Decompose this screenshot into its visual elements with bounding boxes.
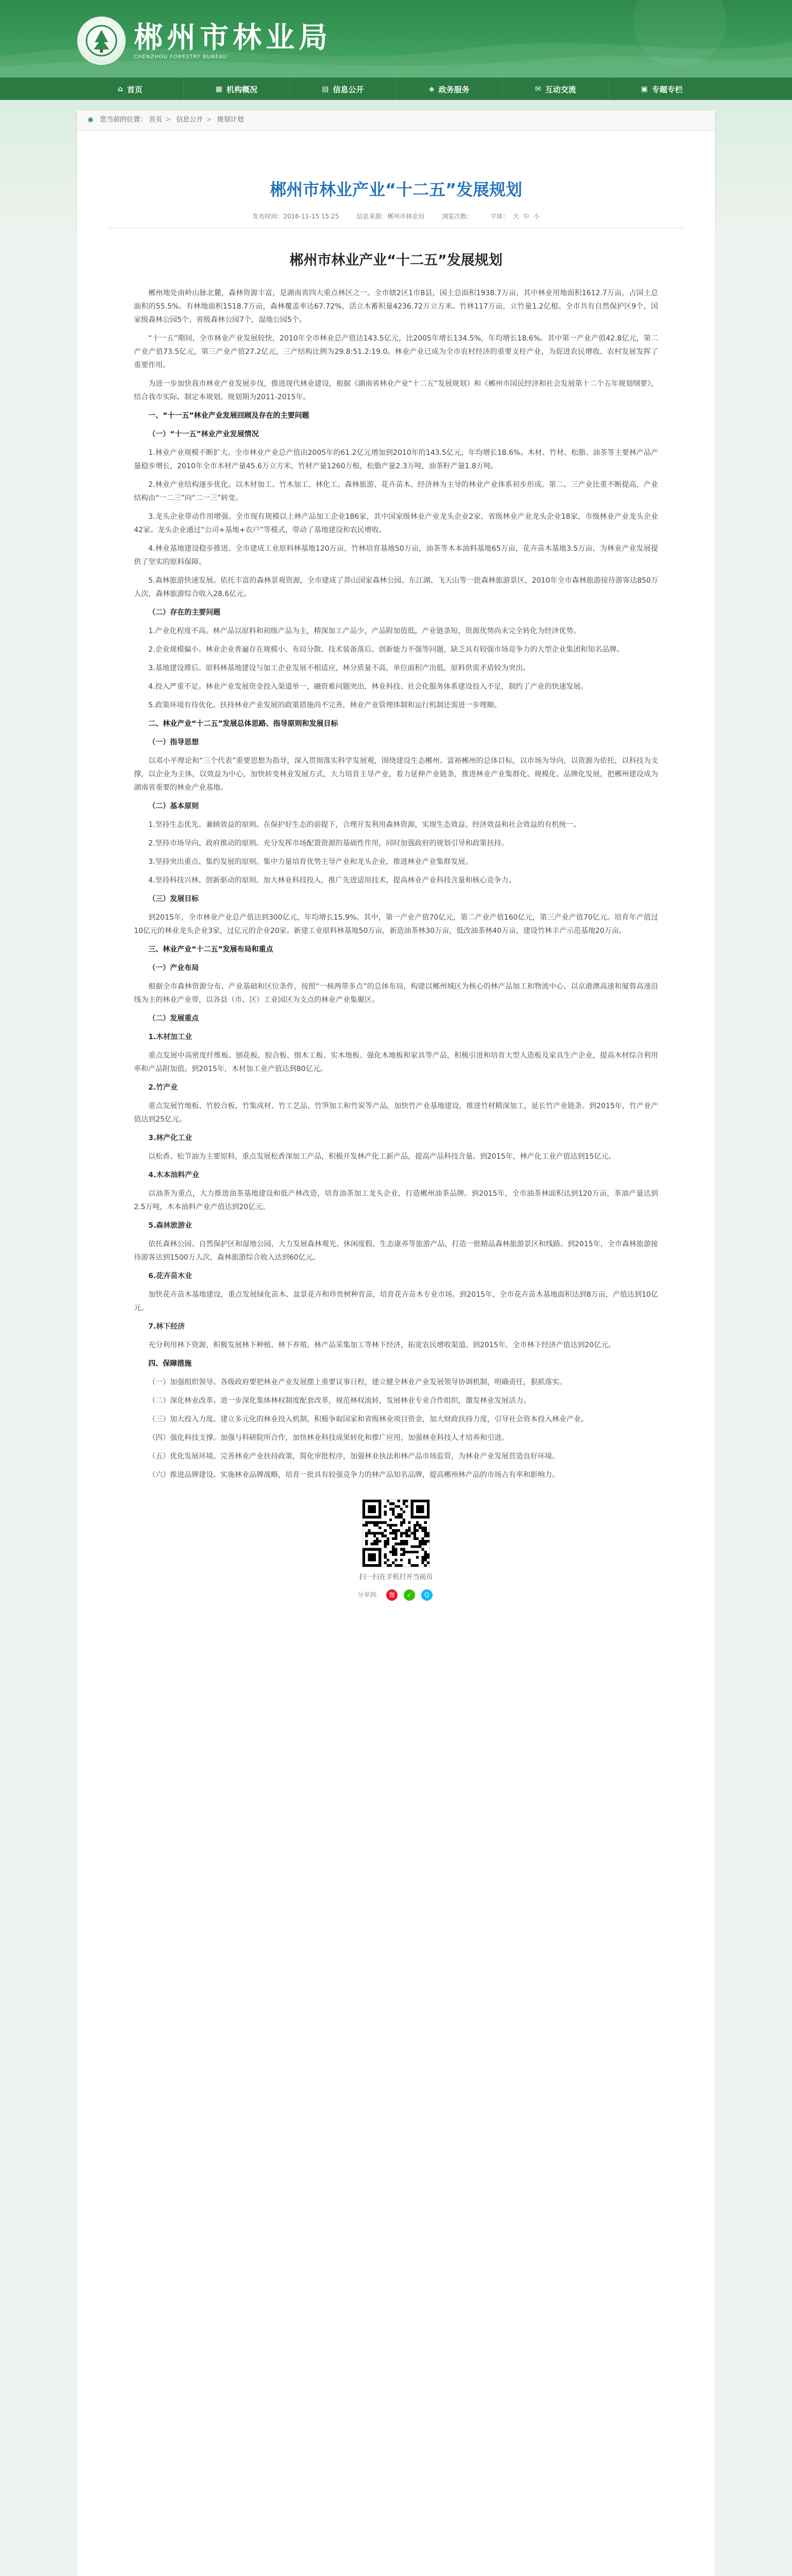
section-heading: 四、保障措施 [148,1360,192,1368]
article-title: 郴州市林业产业“十二五”发展规划 [289,252,503,268]
article-meta [108,212,684,228]
location-icon: ◉ [88,116,94,124]
section-heading: 1.木材加工业 [148,1033,193,1041]
nav-label: 专题专栏 [651,84,683,94]
nav-label: 互动交流 [545,84,576,94]
paragraph: 重点发展竹地板、竹胶合板、竹集成材、竹工艺品、竹笋加工和竹炭等产品，加快竹产业基地建设，推进竹材精深加工，延长竹产业链条。到2015年，竹产业产值达到25亿元。 [134,1102,658,1124]
site-header [0,0,792,77]
paragraph: 郴州地处南岭山脉北麓，森林资源丰富，是湖南省四大重点林区之一。全市辖2区1市8县，国土总面积1938.7万亩，其中林业用地面积1612.7万亩，占国土总面积的55.5%。有林地面积1518.7万亩，森林覆盖率达67.72%，活立木蓄积量4236.72万立方米。竹林117万亩，立竹量1.2亿根。全市共有自然保护区9个，国家级森林公园5个、省级森林公园7个，湿地公园5个。 [134,289,658,324]
nav-item-3[interactable] [397,78,503,100]
breadcrumb-prefix: 您当前的位置： [100,116,147,124]
section-heading: （二）基本原则 [148,802,199,810]
article-container [77,110,715,2576]
nav-label: 政务服务 [438,84,470,94]
paragraph: （六）推进品牌建设。实施林业品牌战略，培育一批具有较强竞争力的林产品知名品牌，提高郴州林产品的市场占有率和影响力。 [148,1471,559,1479]
home-icon: ⌂ [117,85,123,93]
qq-share-icon[interactable]: Q [421,1589,433,1601]
paragraph: 3.坚持突出重点、集约发展的原则。集中力量培育优势主导产业和龙头企业，推进林业产业集群发展。 [148,858,473,866]
service-icon: ◈ [428,85,435,93]
breadcrumb-home[interactable]: 首页 [149,116,163,124]
nav-label: 首页 [127,84,143,94]
main-nav-items [77,78,715,100]
font-medium-button[interactable]: 中 [523,213,530,220]
paragraph: 3.龙头企业带动作用增强。全市现有规模以上林产品加工企业186家，其中国家级林业产业龙头企业2家，省级林业产业龙头企业18家，市级林业产业龙头企业42家。龙头企业通过“公司+基地+农户”等模式，带动了基地建设和农民增收。 [134,513,658,534]
section-heading: （一）产业布局 [148,964,199,972]
breadcrumb: ◉ 您当前的位置： 首页 > 信息公开 > 规划计划 [77,110,715,130]
forestry-emblem-icon [77,16,126,65]
grid-icon: ▣ [641,85,648,93]
section-heading: （二）发展重点 [148,1014,199,1023]
paragraph: 4.林业基地建设稳步推进。全市建成工业原料林基地120万亩，竹林培育基地50万亩，油茶等木本油料基地65万亩，花卉苗木基地3.5万亩，为林业产业发展提供了坚实的原料保障。 [134,545,658,566]
paragraph: 为进一步加快我市林业产业发展步伐，推进现代林业建设，根据《湖南省林业产业“十二五”发展规划》和《郴州市国民经济和社会发展第十二个五年规划纲要》，结合我市实际，制定本规划。规划期为2011-2015年。 [134,380,658,401]
paragraph: “十一五”期间，全市林业产业发展较快，2010年全市林业总产值达143.5亿元，比2005年增长134.5%，年均增长18.6%。其中第一产业产值42.8亿元，第二产业产值73.5亿元，第三产业产值27.2亿元，三产结构比例为29.8:51.2:19.0。林业产业已成为全市农村经济的重要支柱产业，为促进农民增收、农村发展发挥了重要作用。 [134,334,658,369]
section-heading: 4.木本油料产业 [148,1171,200,1179]
qr-code-icon [362,1499,430,1567]
qr-label: 扫一扫在手机打开当前页 [359,1573,433,1581]
section-heading: 2.竹产业 [148,1083,178,1092]
section-heading: 5.森林旅游业 [148,1222,193,1230]
paragraph: 1.产业化程度不高。林产品以原料和初级产品为主，精深加工产品少，产品附加值低，产业链条短，资源优势尚未完全转化为经济优势。 [148,627,581,635]
paragraph: （三）加大投入力度。建立多元化的林业投入机制，积极争取国家和省级林业项目资金，加大财政扶持力度，引导社会资本投入林业产业。 [148,1415,588,1423]
info-source: 信息来源：郴州市林业局 [356,213,425,220]
paragraph: 2.企业规模偏小。林业企业普遍存在规模小、布局分散、技术装备落后、创新能力不强等问题，缺乏具有较强市场竞争力的大型企业集团和知名品牌。 [148,646,624,654]
paragraph: 依托森林公园、自然保护区和湿地公园，大力发展森林观光、休闲度假、生态康养等旅游产品，打造一批精品森林旅游景区和线路。到2015年，全市森林旅游接待游客达到1500万人次，森林旅游综合收入达到60亿元。 [134,1240,658,1262]
share-bar [77,1589,715,1601]
section-heading: 6.花卉苗木业 [148,1272,193,1280]
nav-item-0[interactable] [77,78,184,100]
page-title: 郴州市林业产业“十二五”发展规划 [269,180,523,199]
chat-icon: ✉ [535,85,541,93]
nav-item-1[interactable] [184,78,290,100]
paragraph: 根据全市森林资源分布、产业基础和区位条件，按照“一核两带多点”的总体布局，构建以郴州城区为核心的林产品加工和物流中心，以京港澳高速和厦蓉高速沿线为主的林业产业带，以各县（市、区）工业园区为支点的林业产业集聚区。 [134,982,658,1004]
wechat-share-icon[interactable]: ✓ [404,1589,415,1601]
font-small-button[interactable]: 小 [533,213,540,220]
paragraph: 4.投入严重不足。林业产业发展资金投入渠道单一，融资难问题突出，林业科技、社会化服务体系建设投入不足，制约了产业的快速发展。 [148,683,588,691]
section-heading: （三）发展目标 [148,895,199,903]
font-large-button[interactable]: 大 [513,213,520,220]
section-heading: 二、林业产业“十二五”发展总体思路、指导原则和发展目标 [148,720,338,728]
publish-date: 发布时间：2016-11-15 15:25 [252,213,339,220]
nav-label: 机构概况 [226,84,257,94]
qr-block [77,1499,715,1581]
section-heading: （二）存在的主要问题 [148,608,220,617]
site-title: 郴州市林业局 [134,20,332,55]
section-heading: 三、林业产业“十二五”发展布局和重点 [148,945,273,954]
site-logo[interactable] [77,16,332,65]
paragraph: （一）加强组织领导。各级政府要把林业产业发展摆上重要议事日程，建立健全林业产业发展领导协调机制，明确责任，狠抓落实。 [148,1378,566,1386]
weibo-share-icon[interactable]: 微 [386,1589,398,1601]
paragraph: 以邓小平理论和“三个代表”重要思想为指导，深入贯彻落实科学发展观，围绕建设生态郴州、富裕郴州的总体目标，以市场为导向，以资源为依托，以科技为支撑，以企业为主体，以效益为中心，加快转变林业发展方式，大力培育主导产业，着力延伸产业链条，推进林业产业集群化、规模化、品牌化发展，把郴州建设成为湖南省重要的林业产业基地。 [134,757,658,792]
paragraph: 到2015年，全市林业产业总产值达到300亿元，年均增长15.9%。其中，第一产业产值70亿元，第二产业产值160亿元，第三产业产值70亿元。培育年产值过10亿元的林业龙头企业3家，过亿元的企业20家。新建工业原料林基地50万亩，新造油茶林30万亩，低改油茶林40万亩，建设竹林丰产示范基地20万亩。 [134,913,658,935]
nav-item-5[interactable] [609,78,715,100]
breadcrumb-plan[interactable]: 规划计划 [217,116,244,124]
building-icon: ▦ [215,85,222,93]
section-heading: 7.林下经济 [148,1323,185,1331]
paragraph: 1.坚持生态优先、兼顾效益的原则。在保护好生态的前提下，合理开发利用森林资源，实现生态效益、经济效益和社会效益的有机统一。 [148,821,581,829]
paragraph: 2.林业产业结构逐步优化。以木材加工、竹木加工、林化工、森林旅游、花卉苗木、经济林为主导的林业产业体系初步形成。第二、三产业比重不断提高，产业结构由“一二三”向“二一三”转变。 [134,481,658,502]
paragraph: 5.政策环境有待优化。扶持林业产业发展的政策措施尚不完善，林业产业管理体制和运行机制还需进一步理顺。 [148,701,502,709]
paragraph: 5.森林旅游快速发展。依托丰富的森林景观资源，全市建成了莽山国家森林公园、东江湖、飞天山等一批森林旅游景区，2010年全市森林旅游接待游客达850万人次，森林旅游综合收入28.6亿元。 [134,577,658,598]
nav-item-2[interactable] [290,78,397,100]
article-body [134,286,658,1482]
font-size-switcher: 字体： 大 中 小 [490,213,540,220]
document-icon: ▤ [322,85,329,93]
site-subtitle: CHENZHOU FORESTRY BUREAU [134,54,228,60]
paragraph: 加快花卉苗木基地建设，重点发展绿化苗木、盆景花卉和珍贵树种育苗，培育花卉苗木专业市场。到2015年，全市花卉苗木基地面积达到8万亩，产值达到10亿元。 [134,1291,658,1312]
paragraph: 以松香、松节油为主要原料，重点发展松香深加工产品，积极开发林产化工新产品，提高产品科技含量。到2015年，林产化工业产值达到15亿元。 [148,1153,616,1161]
section-heading: （一）“十一五”林业产业发展情况 [148,430,259,438]
paragraph: 2.坚持市场导向、政府推动的原则。充分发挥市场配置资源的基础性作用，同时加强政府的规划引导和政策扶持。 [148,839,509,848]
view-count: 浏览次数： [442,213,473,220]
paragraph: 充分利用林下资源，积极发展林下种植、林下养殖、林产品采集加工等林下经济，拓宽农民增收渠道。到2015年，全市林下经济产值达到20亿元。 [148,1341,616,1349]
section-heading: 3.林产化工业 [148,1134,193,1142]
nav-label: 信息公开 [333,84,364,94]
main-nav [0,77,792,100]
paragraph: 以油茶为重点，大力推进油茶基地建设和低产林改造，培育油茶加工龙头企业，打造郴州油茶品牌。到2015年，全市油茶林面积达到120万亩，茶油产量达到2.5万吨，木本油料产业产值达到20亿元。 [134,1190,658,1211]
section-heading: 一、“十一五”林业产业发展回顾及存在的主要问题 [148,412,309,420]
nav-item-4[interactable] [503,78,609,100]
paragraph: （五）优化发展环境。完善林业产业扶持政策，简化审批程序，加强林业执法和林产品市场监管，为林业产业发展营造良好环境。 [148,1452,559,1461]
paragraph: （四）强化科技支撑。加强与科研院所合作，加快林业科技成果转化和推广应用，加强林业科技人才培养和引进。 [148,1434,509,1442]
paragraph: 3.基地建设滞后。原料林基地建设与加工企业发展不相适应，林分质量不高，单位面积产出低，原料供需矛盾较为突出。 [148,664,530,672]
paragraph: （二）深化林业改革。进一步深化集体林权制度配套改革，规范林权流转，发展林业专业合作组织，激发林业发展活力。 [148,1397,530,1405]
paragraph: 1.林业产业规模不断扩大。全市林业产业总产值由2005年的61.2亿元增加到2010年的143.5亿元，年均增长18.6%。木材、竹材、松脂、油茶等主要林产品产量稳步增长，2010年全市木材产量45.6万立方米，竹材产量1260万根，松脂产量2.3万吨，油茶籽产量1.8万吨。 [134,449,658,470]
breadcrumb-info[interactable]: 信息公开 [176,116,203,124]
paragraph: 4.坚持科技兴林、创新驱动的原则。加大林业科技投入，推广先进适用技术，提高林业产业科技含量和核心竞争力。 [148,876,516,885]
paragraph: 重点发展中高密度纤维板、刨花板、胶合板、细木工板、实木地板、强化木地板和家具等产品，积极引进和培育大型人造板及家具生产企业，提高木材综合利用率和产品附加值。到2015年，木材加工业产值达到80亿元。 [134,1052,658,1073]
share-label: 分享到： [357,1591,383,1599]
section-heading: （一）指导思想 [148,738,199,747]
